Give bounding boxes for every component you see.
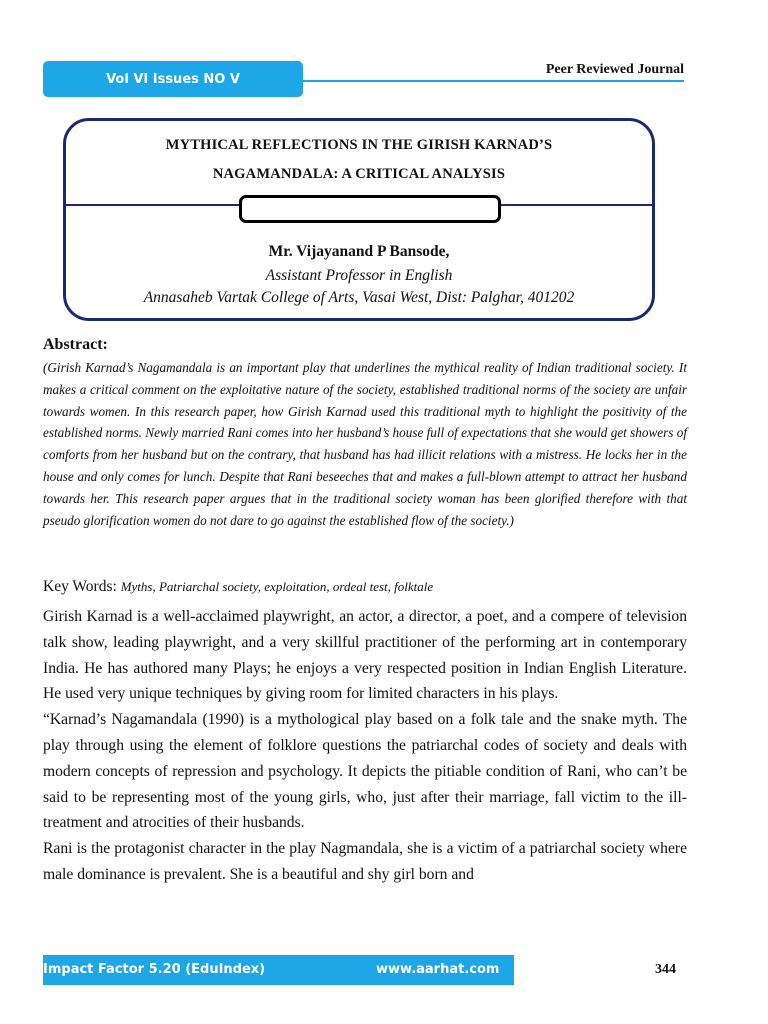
journal-type: Peer Reviewed Journal xyxy=(545,62,684,77)
abstract-text: (Girish Karnad’s Nagamandala is an important play that underlines the mythical reality of Indian traditional society. It makes a critical comment on the exploitative nature of the society, established traditional norms of the society are unfair towards women. In this research paper, how Girish Karnad used this traditional myth to highlight the positivity of the established norms. Newly married Rani comes into her husband’s house full of expectations that she would get showers of comforts from her husband but on the contrary, that husband has had illicit relations with a mistress. He locks her in the house and only comes for lunch. Despite that Rani beseeches that and makes a full-blown attempt to attract her husband towards her. This research paper argues that in the traditional society woman has been glorified therefore with that pseudo glorification women do not dare to go against the established flow of the society.) xyxy=(43,360,687,528)
body-paragraph-1: Girish Karnad is a well-acclaimed playwright, an actor, a director, a poet, and a compere of television talk show, leading playwright, and a very skillful practitioner of the performing art in contemporary India. He has authored many Plays; he enjoys a very respected position in Indian English Literature. He used very unique techniques by giving room for limited characters in his plays. xyxy=(43,608,687,703)
keywords-text: Myths, Patriarchal society, exploitation, ordeal test, folktale xyxy=(120,579,434,594)
author-name: Mr. Vijayanand P Bansode, xyxy=(268,243,450,260)
author-affiliation: Annasaheb Vartak College of Arts, Vasai West, Dist: Palghar, 401202 xyxy=(143,289,575,306)
abstract-heading: Abstract: xyxy=(43,336,108,353)
author-position: Assistant Professor in English xyxy=(265,267,453,284)
page-number: 344 xyxy=(655,962,676,977)
paper-title-line2: NAGAMANDALA: A CRITICAL ANALYSIS xyxy=(212,166,506,182)
website-link[interactable]: www.aarhat.com xyxy=(376,962,500,977)
paper-title-line1: MYTHICAL REFLECTIONS IN THE GIRISH KARNAD’S xyxy=(165,137,553,153)
keywords: Key Words: Myths, Patriarchal society, exploitation, ordeal test, folktale xyxy=(43,578,434,595)
volume-badge xyxy=(43,61,303,97)
keywords-label: Key Words xyxy=(43,578,113,595)
title-box xyxy=(63,118,655,321)
footer-bar xyxy=(43,955,514,985)
body-paragraph-3: Rani is the protagonist character in the play Nagmandala, she is a victim of a patriarchal society where male dominance is prevalent. She is a beautiful and shy girl born and xyxy=(43,840,687,883)
volume-label: Vol VI Issues NO V xyxy=(106,71,240,87)
body-text xyxy=(43,604,687,888)
impact-factor: Impact Factor 5.20 (EduIndex) xyxy=(43,962,266,977)
body-paragraph-2: “Karnad’s Nagamandala (1990) is a mythological play based on a folk tale and the snake myth. The play through using the element of folklore questions the patriarchal codes of society and deals with modern concepts of repression and psychology. It depicts the pitiable condition of Rani, who can’t be said to be representing most of the young girls, who, just after their marriage, fall victim to the ill-treatment and atrocities of their husbands. xyxy=(43,711,687,832)
title-pill xyxy=(239,195,501,223)
header-rule xyxy=(303,80,684,82)
